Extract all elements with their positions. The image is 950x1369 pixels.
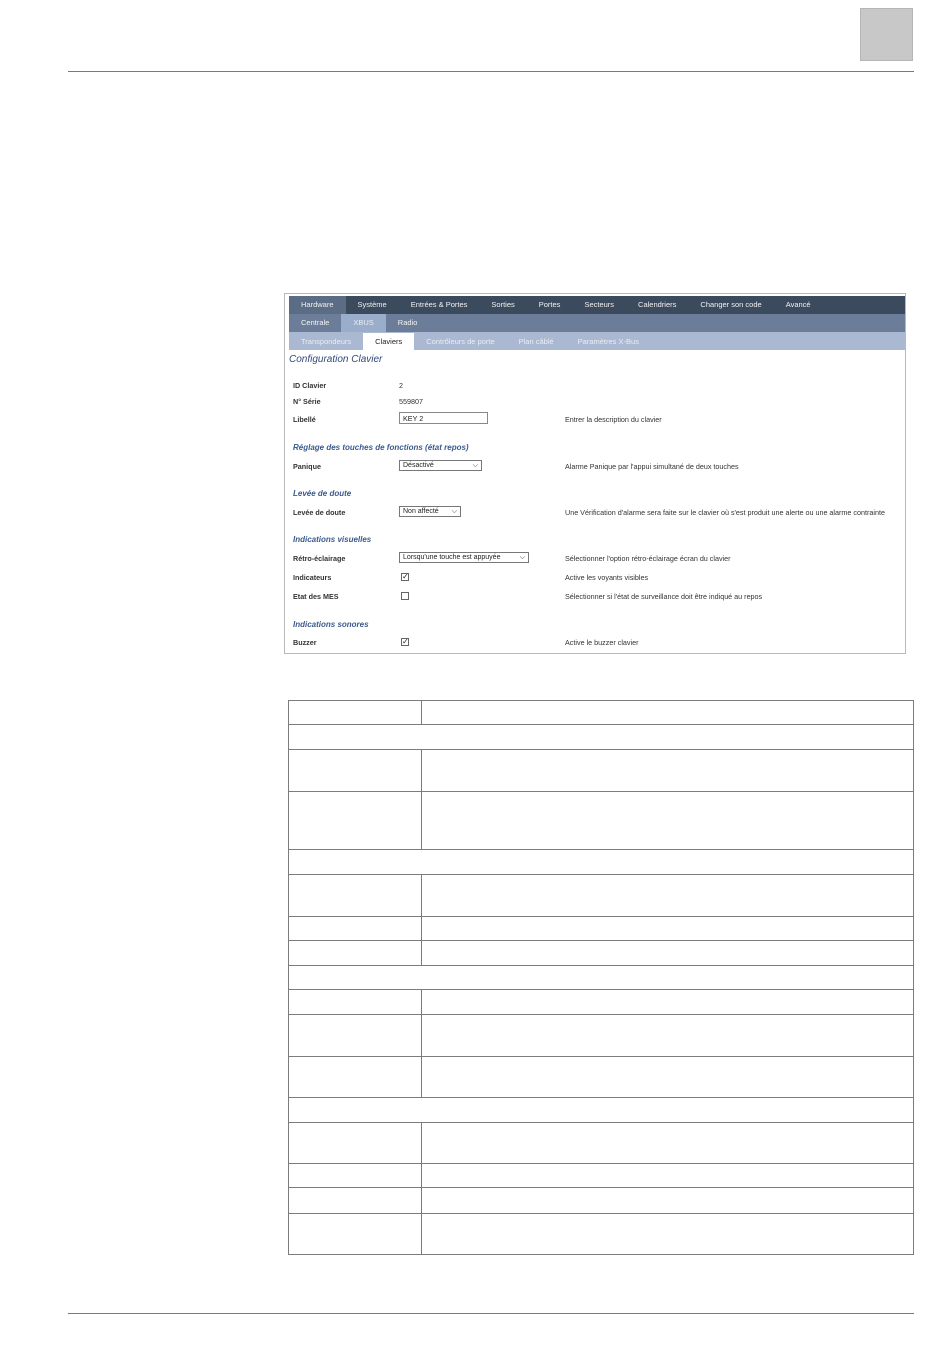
indicateurs-label: Indicateurs xyxy=(293,573,332,582)
table-row xyxy=(289,1122,914,1163)
table-row xyxy=(289,990,914,1015)
subsubtab-claviers[interactable]: Claviers xyxy=(363,333,414,350)
table-row xyxy=(289,1164,914,1188)
table-row xyxy=(289,1015,914,1056)
etat-label: Etat des MES xyxy=(293,592,339,601)
table-row xyxy=(289,875,914,916)
subtab-xbus[interactable]: XBUS xyxy=(341,314,385,332)
table-row xyxy=(289,1188,914,1213)
subtab-radio[interactable]: Radio xyxy=(397,318,418,327)
table-section-row xyxy=(289,1097,914,1122)
serial-label: N° Série xyxy=(293,397,321,406)
chevron-down-icon: ⌵ xyxy=(451,508,457,515)
buzzer-checkbox[interactable]: ✓ xyxy=(402,637,409,646)
tab-systeme[interactable]: Système xyxy=(357,300,387,309)
subsubtab-plan-cable[interactable]: Plan câblé xyxy=(518,337,554,346)
page-title: Configuration Clavier xyxy=(289,354,383,365)
libelle-hint: Entrer la description du clavier xyxy=(565,415,662,424)
levee-hint: Une Vérification d'alarme sera faite sur le clavier où s'est produit une alerte ou une alarme contrainte xyxy=(565,508,885,517)
levee-select[interactable] xyxy=(399,506,461,517)
section-visual: Indications visuelles xyxy=(293,535,372,544)
libelle-label: Libellé xyxy=(293,415,316,424)
main-nav xyxy=(289,296,905,314)
table-section-row xyxy=(289,850,914,875)
retro-select-value: Lorsqu'une touche est appuyée xyxy=(403,554,501,561)
footer-rule xyxy=(68,1313,914,1314)
id-value: 2 xyxy=(399,381,403,390)
etat-hint: Sélectionner si l'état de surveillance doit être indiqué au repos xyxy=(565,592,763,601)
tab-avance[interactable]: Avancé xyxy=(785,300,811,309)
keypad-config-screenshot xyxy=(284,293,906,654)
sub-nav xyxy=(289,314,905,332)
table-row xyxy=(289,791,914,849)
id-label: ID Clavier xyxy=(293,381,327,390)
buzzer-hint: Active le buzzer clavier xyxy=(565,638,639,647)
tab-hardware[interactable]: Hardware xyxy=(289,296,346,314)
section-sound: Indications sonores xyxy=(293,620,369,629)
buzzer-label: Buzzer xyxy=(293,638,317,647)
table-row xyxy=(289,1056,914,1097)
tab-calendriers[interactable]: Calendriers xyxy=(638,300,677,309)
table-row xyxy=(289,701,914,725)
etat-checkbox[interactable] xyxy=(401,592,409,600)
panique-hint: Alarme Panique par l'appui simultané de deux touches xyxy=(565,462,739,471)
levee-label: Levée de doute xyxy=(293,508,346,517)
chevron-down-icon: ⌵ xyxy=(519,554,525,561)
table-row xyxy=(289,1213,914,1254)
section-levee: Levée de doute xyxy=(293,489,352,498)
levee-select-value: Non affecté xyxy=(403,508,439,515)
serial-value: 559807 xyxy=(399,397,423,406)
retro-select[interactable] xyxy=(399,552,529,563)
retro-label: Rétro-éclairage xyxy=(293,554,346,563)
table-row xyxy=(289,940,914,965)
indicateurs-hint: Active les voyants visibles xyxy=(565,573,649,582)
table-section-row xyxy=(289,725,914,750)
chevron-down-icon: ⌵ xyxy=(472,462,478,469)
subsubtab-parametres-xbus[interactable]: Paramètres X-Bus xyxy=(577,337,639,346)
tab-portes[interactable]: Portes xyxy=(538,300,561,309)
table-row xyxy=(289,916,914,940)
libelle-input[interactable]: KEY 2 xyxy=(399,412,488,424)
chapter-tab xyxy=(860,8,913,61)
panique-label: Panique xyxy=(293,462,321,471)
panique-select-value: Désactivé xyxy=(403,462,434,469)
tab-secteurs[interactable]: Secteurs xyxy=(584,300,615,309)
subtab-centrale[interactable]: Centrale xyxy=(301,318,330,327)
subsubtab-transpondeurs[interactable]: Transpondeurs xyxy=(301,337,352,346)
tab-changer-code[interactable]: Changer son code xyxy=(700,300,762,309)
header-rule xyxy=(68,71,914,72)
indicateurs-checkbox[interactable]: ✓ xyxy=(402,572,409,581)
section-function-keys: Réglage des touches de fonctions (état repos) xyxy=(293,443,469,452)
table-section-row xyxy=(289,965,914,989)
tab-entrees-portes[interactable]: Entrées & Portes xyxy=(410,300,468,309)
tab-sorties[interactable]: Sorties xyxy=(491,300,515,309)
subsubtab-controleurs[interactable]: Contrôleurs de porte xyxy=(426,337,495,346)
panique-select[interactable] xyxy=(399,460,482,471)
retro-hint: Sélectionner l'option rétro-éclairage écran du clavier xyxy=(565,554,731,563)
parameter-table xyxy=(288,700,914,1255)
table-row xyxy=(289,750,914,791)
sub-sub-nav xyxy=(289,332,905,350)
